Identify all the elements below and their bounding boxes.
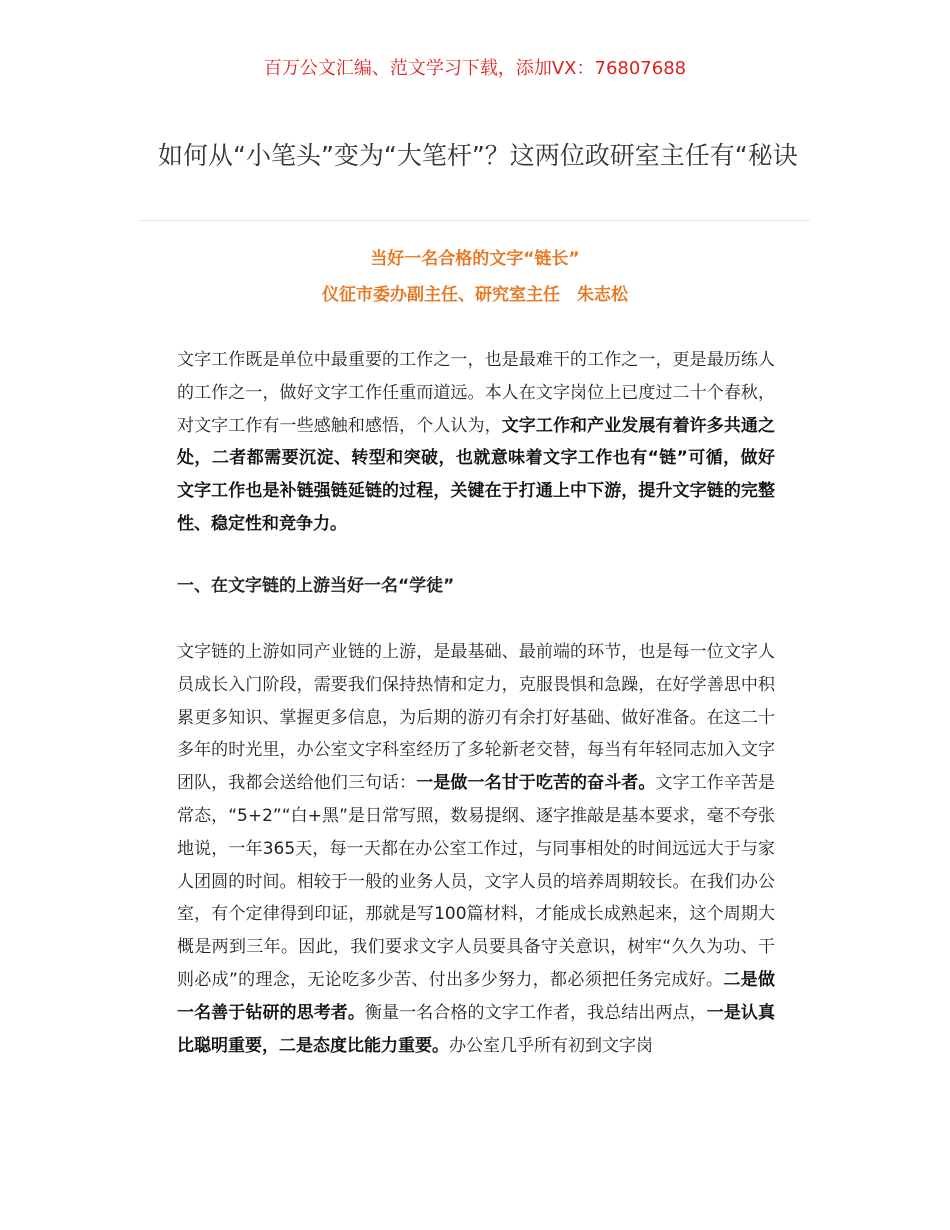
bold-text: 一是认真比聪明重要，二是态度比能力重要。: [177, 1002, 776, 1056]
body-paragraph: [177, 636, 775, 1062]
paragraph-text: 衡量一名合格的文字工作者，我总结出两点，: [364, 1002, 707, 1023]
article-title: 如何从“小笔头”变为“大笔杆”？这两位政研室主任有“秘诀: [158, 141, 798, 170]
author-line: 仪征市委办副主任、研究室主任 朱志松: [322, 285, 628, 305]
title-divider: [140, 220, 810, 221]
section-subtitle: 当好一名合格的文字“链长”: [370, 249, 580, 269]
section-heading: 一、在文字链的上游当好一名“学徒”: [177, 576, 455, 596]
bold-text: 一是做一名甘于吃苦的奋斗者。: [416, 773, 656, 794]
paragraph-text: 文字工作辛苦是常态，“5+2”“白+黑”是日常写照，数易提纲、逐字推敲是基本要求，毫不夸张地说，一年365天，每一天都在办公室工作过，与同事相处的时间远远大于与家人团圆的时间。相较于一般的业务人员，文字人员的培养周期较长。在我们办公室，有个定律得到印证，那就是写100篇材料，才能成长成熟起来，这个周期大概是两到三年。因此，我们要求文字人员要具备守关意识，树牢“久久为功、干则必成”的理念，无论吃多少苦、付出多少努力，都必须把任务完成好。: [177, 773, 776, 990]
bold-text: 文字工作和产业发展有着许多共通之处，二者都需要沉淀、转型和突破，也就意味着文字工作也有“链”可循，做好文字工作也是补链强链延链的过程，关键在于打通上中下游，提升文字链的完整性、稳定性和竞争力。: [177, 415, 776, 534]
intro-paragraph: [177, 344, 775, 541]
bold-text: 二是做一名善于钻研的思考者。: [177, 969, 776, 1023]
promo-banner: 百万公文汇编、范文学习下载，添加VX：76807688: [263, 58, 687, 79]
paragraph-text: 文字链的上游如同产业链的上游，是最基础、最前端的环节，也是每一位文字人员成长入门阶段，需要我们保持热情和定力，克服畏惧和急躁，在好学善思中积累更多知识、掌握更多信息，为后期的游刃有余打好基础、做好准备。在这二十多年的时光里，办公室文字科室经历了多轮新老交替，每当有年轻同志加入文字团队，我都会送给他们三句话：: [177, 642, 775, 794]
paragraph-text: 办公室几乎所有初到文字岗: [449, 1035, 653, 1056]
paragraph-text: 文字工作既是单位中最重要的工作之一，也是最难干的工作之一，更是最历练人的工作之一，做好文字工作任重而道远。本人在文字岗位上已度过二十个春秋，对文字工作有一些感触和感悟，个人认为，: [177, 350, 775, 436]
